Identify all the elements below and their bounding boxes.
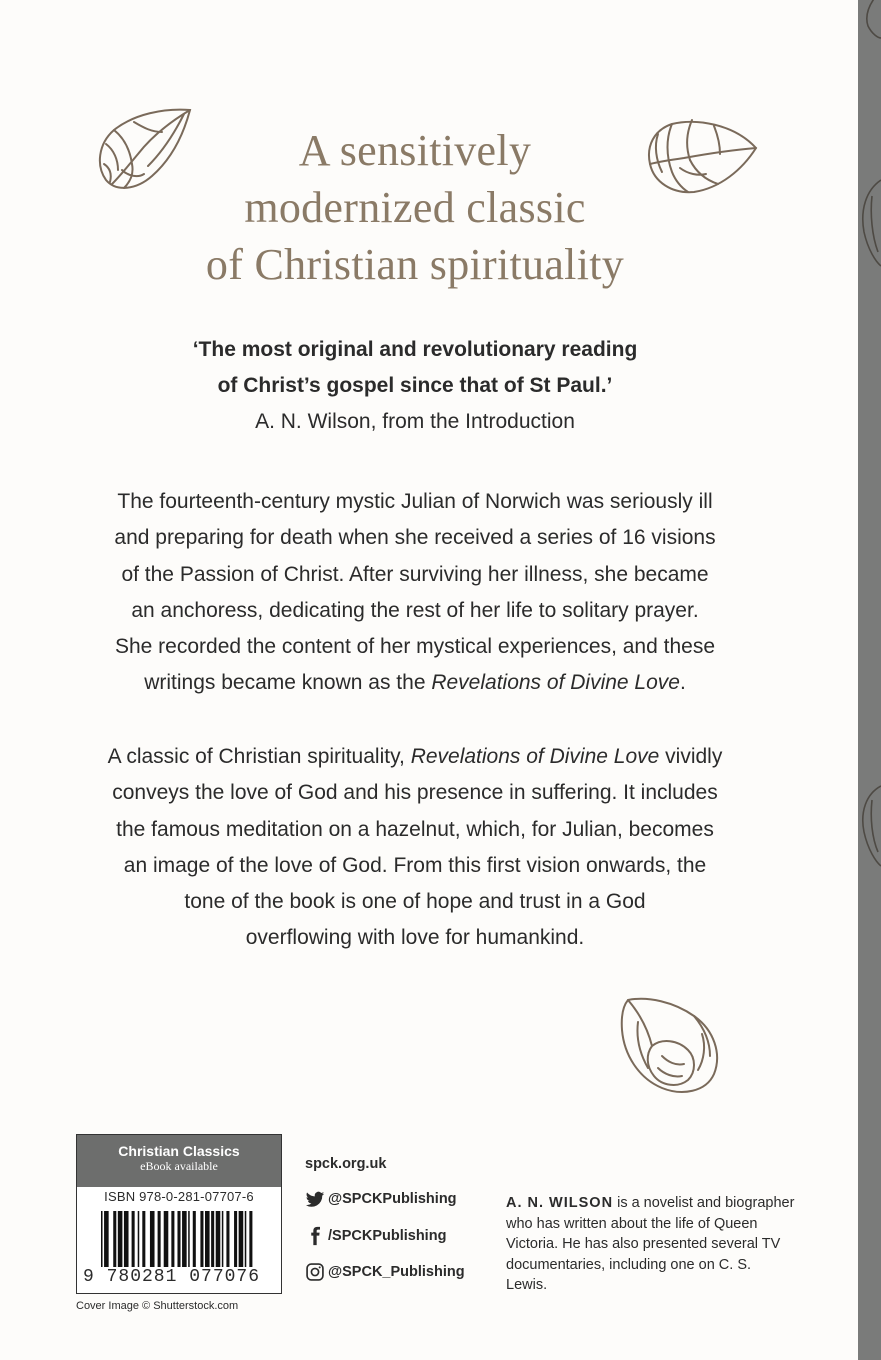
para2-line-2: conveys the love of God and his presence in suffering. It includes xyxy=(112,781,718,805)
barcode-box xyxy=(76,1134,282,1294)
website-link[interactable] xyxy=(305,1156,386,1172)
facebook-handle: /SPCKPublishing xyxy=(328,1228,447,1244)
category-label: Christian Classics xyxy=(118,1143,240,1159)
barcode-number: 9 780281 077076 xyxy=(83,1267,261,1287)
endorsement-quote xyxy=(100,332,730,440)
twitter-link[interactable] xyxy=(305,1189,457,1209)
facebook-icon xyxy=(305,1226,325,1246)
para1-line-3: of the Passion of Christ. After surviving her illness, she became xyxy=(121,562,709,586)
headline-line-3: of Christian spirituality xyxy=(205,240,625,289)
description-paragraph-1 xyxy=(40,484,790,702)
twitter-icon xyxy=(305,1189,325,1209)
barcode-bars xyxy=(101,1211,261,1269)
twitter-handle: @SPCKPublishing xyxy=(328,1191,457,1207)
quote-line-2: of Christ’s gospel since that of St Paul.’ xyxy=(217,374,613,397)
facebook-link[interactable] xyxy=(305,1226,446,1246)
para2-line-1 xyxy=(40,739,790,775)
para2-line-4: an image of the love of God. From this first vision onwards, the xyxy=(123,853,707,877)
ebook-label: eBook available xyxy=(140,1159,218,1173)
para1-line-2: and preparing for death when she received a series of 16 visions xyxy=(114,526,716,550)
para1-line-1: The fourteenth-century mystic Julian of Norwich was seriously ill xyxy=(117,490,713,513)
author-bio-text: is a novelist and biographer who has written about the life of Queen Victoria. He has also presented several TV documentaries, including one on C. S. Lewis. xyxy=(506,1195,795,1293)
para1-line-4: an anchoress, dedicating the rest of her life to solitary prayer. xyxy=(131,598,699,622)
book-title-italic: Revelations of Divine Love xyxy=(431,671,680,695)
instagram-icon xyxy=(305,1262,325,1282)
para1-last-prefix: writings became known as the xyxy=(144,671,432,695)
para2-first-suffix: vividly xyxy=(659,745,723,768)
spine-edge xyxy=(858,0,881,1360)
category-band xyxy=(77,1135,281,1187)
para2-line-5: tone of the book is one of hope and trust in a God xyxy=(184,890,646,914)
instagram-link[interactable] xyxy=(305,1262,465,1282)
spine-hazelnut-pattern xyxy=(858,0,881,1360)
instagram-handle: @SPCK_Publishing xyxy=(328,1264,465,1280)
para1-last-suffix: . xyxy=(679,671,686,695)
para2-first-prefix: A classic of Christian spirituality, xyxy=(107,745,411,768)
para2-line-3: the famous meditation on a hazelnut, which, for Julian, becomes xyxy=(116,817,714,841)
cover-image-credit: Cover Image © Shutterstock.com xyxy=(76,1300,239,1312)
para2-line-6: overflowing with love for humankind. xyxy=(245,926,585,950)
headline-line-1: A sensitively xyxy=(298,126,532,175)
para1-line-5: She recorded the content of her mystical experiences, and these xyxy=(114,635,716,659)
website-label: spck.org.uk xyxy=(305,1156,387,1172)
description-paragraph-2 xyxy=(40,739,790,957)
isbn-label: ISBN 978-0-281-07707-6 xyxy=(104,1189,254,1204)
quote-attribution: A. N. Wilson, from the Introduction xyxy=(255,410,575,433)
book-title-italic: Revelations of Divine Love xyxy=(410,745,660,768)
hazelnut-illustration-bottom-right xyxy=(618,994,726,1098)
author-name: A. N. WILSON xyxy=(506,1195,614,1211)
para1-line-6 xyxy=(40,665,790,701)
headline-line-2: modernized classic xyxy=(244,183,586,232)
quote-line-1: ‘The most original and revolutionary reading xyxy=(192,338,638,361)
author-bio xyxy=(506,1193,796,1296)
headline xyxy=(140,122,690,293)
